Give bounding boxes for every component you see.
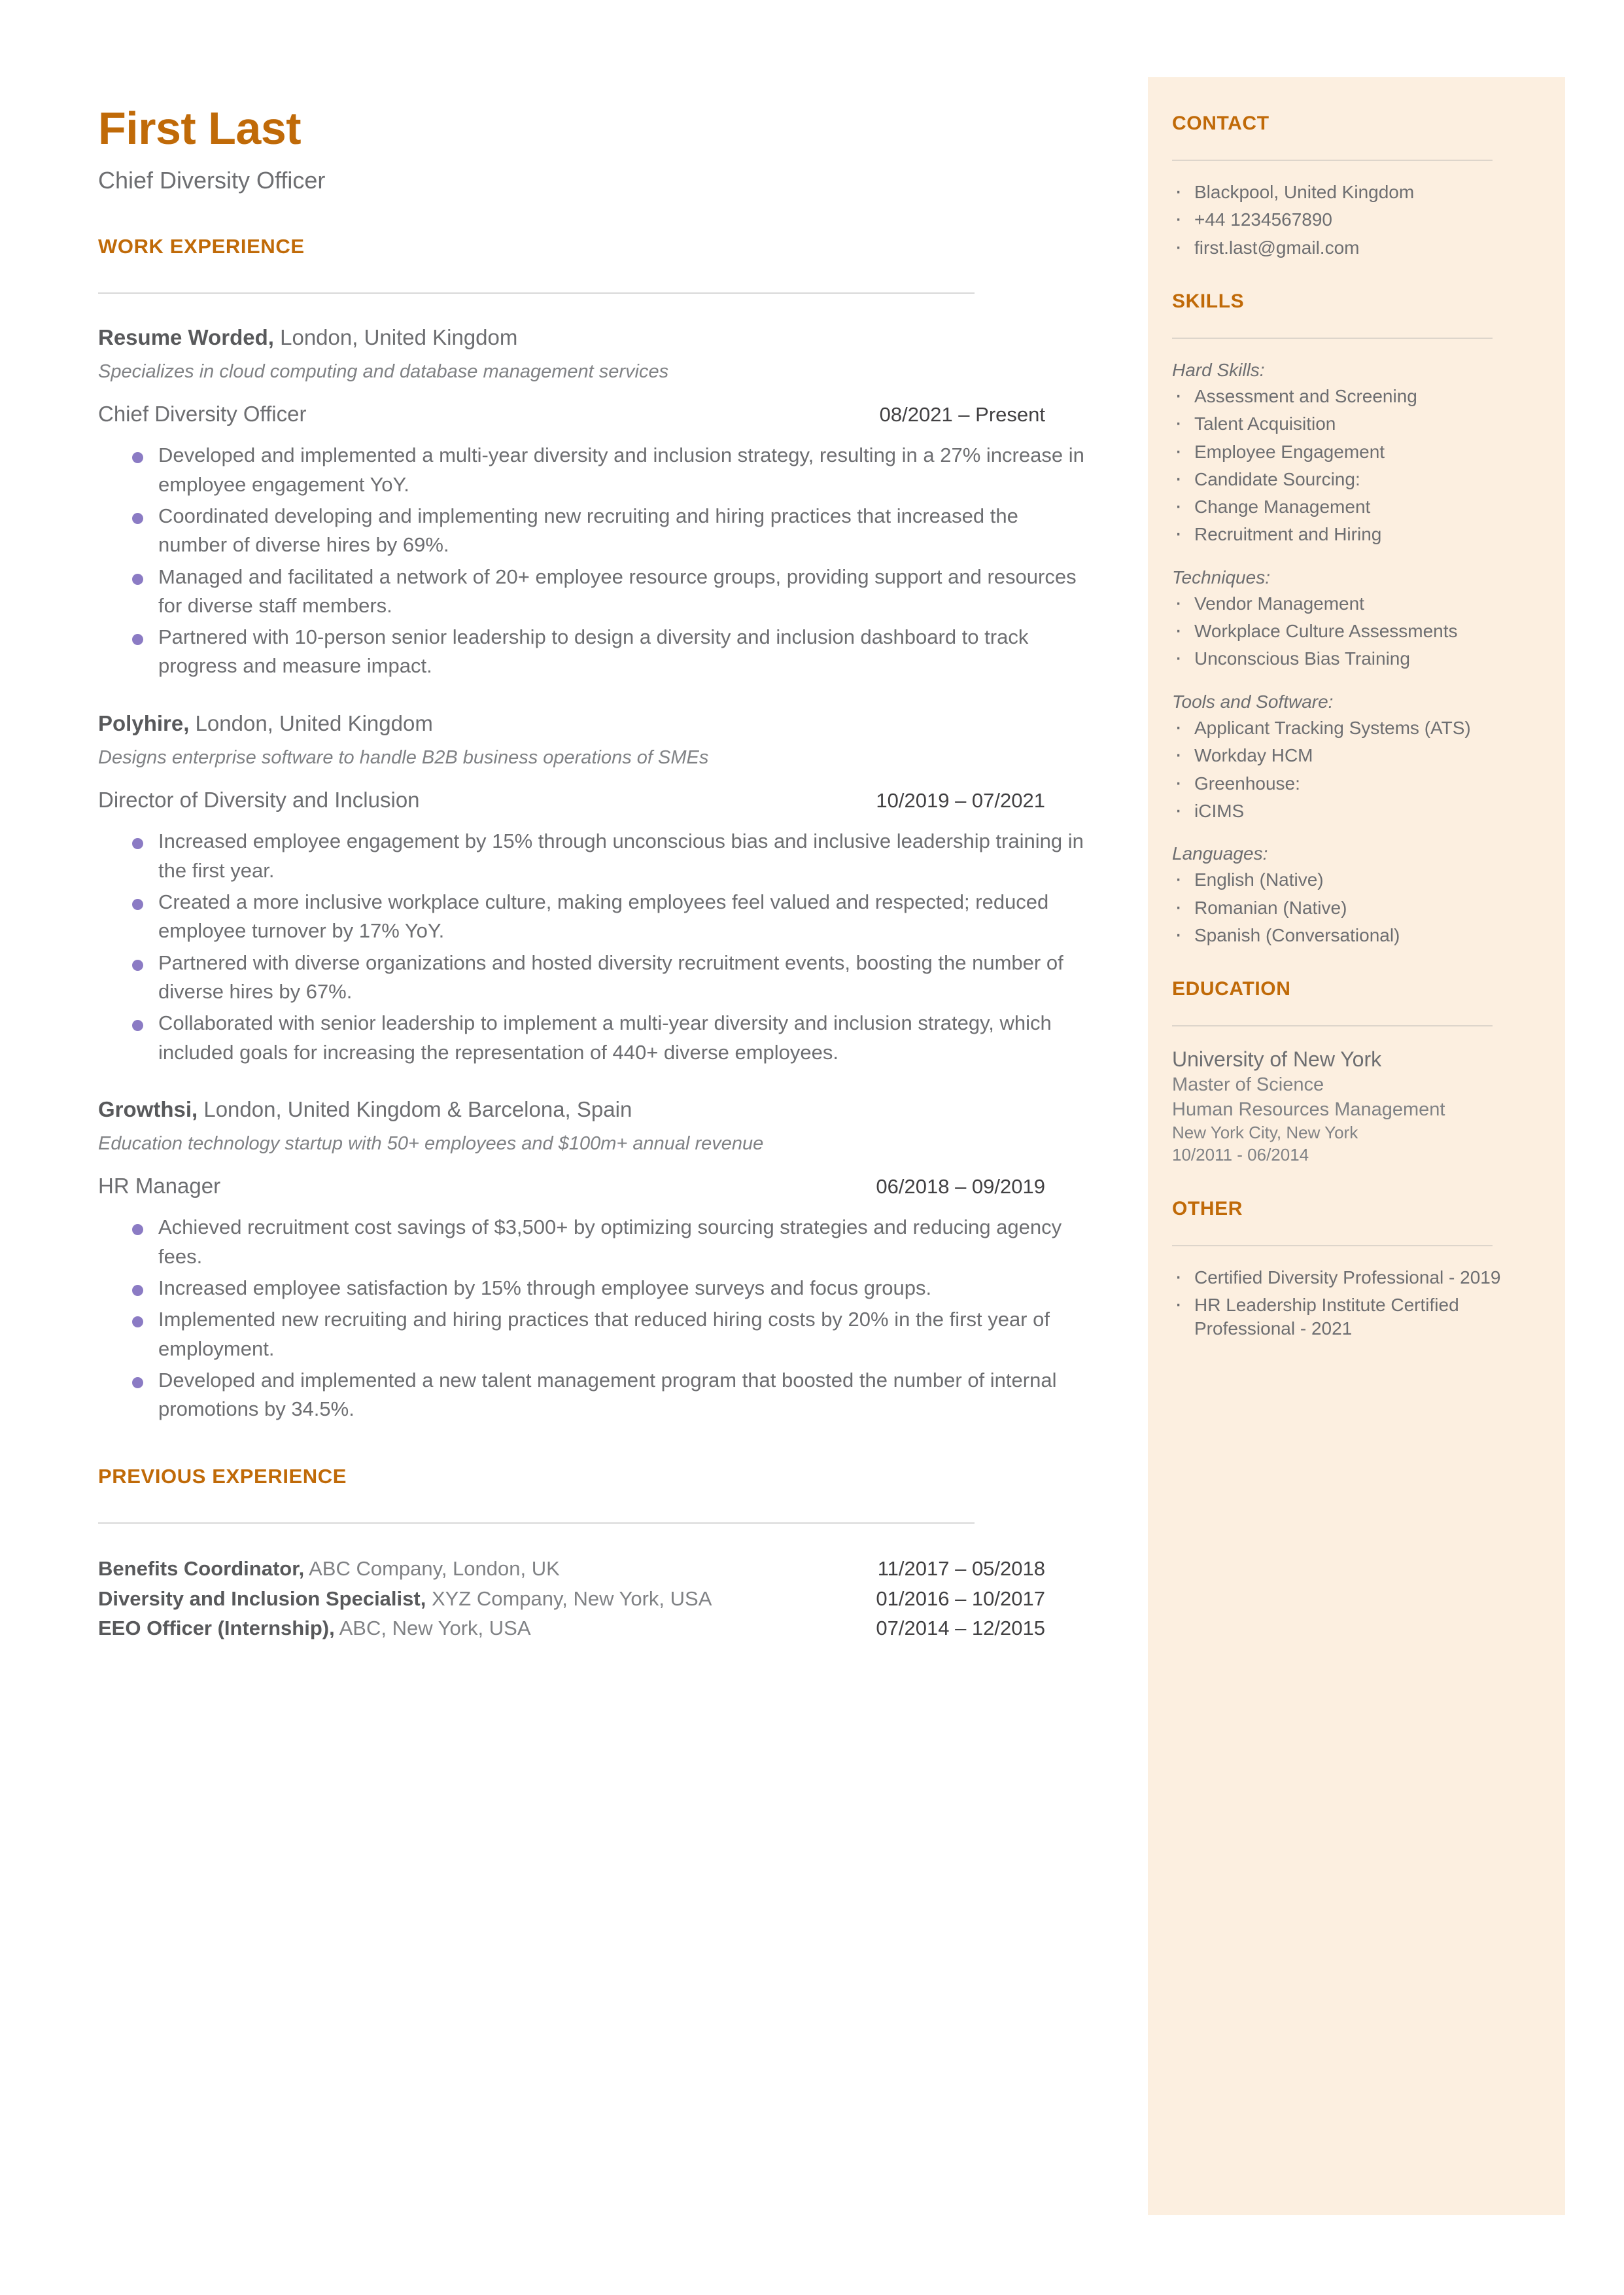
company-name: Resume Worded, [98,324,274,349]
skill-item: · Applicant Tracking Systems (ATS) [1172,716,1546,739]
role-title: Director of Diversity and Inclusion [98,788,420,813]
company-location: London, United Kingdom [189,710,433,735]
contact-item-phone: · +44 1234567890 [1172,208,1546,231]
previous-position-dates: 11/2017 – 05/2018 [877,1556,1045,1580]
achievement-item: Increased employee satisfaction by 15% through employee surveys and focus groups. [98,1274,1086,1303]
previous-position [98,1555,560,1583]
language-item: · Romanian (Native) [1172,896,1546,919]
previous-position-company: ABC, New York, USA [334,1617,531,1640]
education-school: University of New York [1172,1047,1382,1072]
contact-item-email: · first.last@gmail.com [1172,236,1546,259]
achievement-item: Developed and implemented a new talent management program that boosted the number of internal promotions by 34.5%. [98,1366,1086,1424]
role-dates: 06/2018 – 09/2019 [876,1175,1045,1199]
skill-item: · Change Management [1172,495,1546,518]
previous-position-title: EEO Officer (Internship), [98,1617,335,1640]
section-heading-previous-experience: PREVIOUS EXPERIENCE [98,1464,347,1488]
company-line [98,324,1111,351]
sidebar-divider-contact [1172,160,1493,161]
company-location: London, United Kingdom [273,324,518,349]
sidebar-column [1172,113,1546,1344]
company-description: Specializes in cloud computing and database management services [98,360,669,382]
achievement-item: Implemented new recruiting and hiring practices that reduced hiring costs by 20% in the first year of employment. [98,1305,1086,1363]
sidebar-divider-skills [1172,338,1493,339]
section-heading-work-experience: WORK EXPERIENCE [98,234,305,258]
previous-experience-row [98,1585,1045,1613]
company-description: Education technology startup with 50+ employees and $100m+ annual revenue [98,1133,764,1155]
achievement-item: Created a more inclusive workplace culture, making employees feel valued and respected; reduced employee turnover by 17% YoY. [98,888,1086,946]
skill-item: · Workday HCM [1172,744,1546,767]
work-experience-entry [98,1096,1111,1424]
sidebar-heading-education: EDUCATION [1172,978,1291,1000]
education-field: Human Resources Management [1172,1098,1445,1120]
role-row [98,402,1045,427]
contact-item-location: · Blackpool, United Kingdom [1172,181,1546,203]
achievement-item: Developed and implemented a multi-year diversity and inclusion strategy, resulting in a 27% increase in employee engagement YoY. [98,441,1086,499]
skill-item: · Talent Acquisition [1172,412,1546,435]
previous-position-dates: 01/2016 – 10/2017 [876,1586,1045,1610]
skill-group-label: Languages: [1172,843,1268,864]
achievement-item: Managed and facilitated a network of 20+ employee resource groups, providing support and resources for diverse staff members. [98,563,1086,621]
achievement-item: Collaborated with senior leadership to implement a multi-year diversity and inclusion strategy, which included goals for increasing the representation of 440+ diverse employees. [98,1009,1086,1067]
skill-group-tools-and-software [1172,690,1546,822]
sidebar-heading-other: OTHER [1172,1198,1243,1220]
main-content-column [98,105,1111,1645]
achievement-list [98,827,1111,1067]
candidate-title: Chief Diversity Officer [98,166,326,194]
certification-item: · Certified Diversity Professional - 2019 [1172,1266,1546,1289]
skill-item: · Vendor Management [1172,592,1546,615]
previous-position-dates: 07/2014 – 12/2015 [876,1617,1045,1640]
work-experience-entry [98,710,1111,1067]
previous-position-company: ABC Company, London, UK [304,1556,560,1580]
company-line [98,1096,1111,1123]
company-description: Designs enterprise software to handle B2B business operations of SMEs [98,747,709,769]
company-location: London, United Kingdom & Barcelona, Spain [198,1096,632,1121]
certification-item: · HR Leadership Institute Certified Professional - 2021 [1172,1293,1546,1340]
skill-item: · iCIMS [1172,799,1546,822]
role-title: Chief Diversity Officer [98,402,307,427]
company-name: Growthsi, [98,1096,198,1121]
achievement-item: Partnered with diverse organizations and hosted diversity recruitment events, boosting the number of diverse hires by 67%. [98,949,1086,1007]
achievement-item: Partnered with 10-person senior leadership to design a diversity and inclusion dashboard to track progress and measure impact. [98,623,1086,681]
previous-position [98,1615,531,1642]
skill-item: · Unconscious Bias Training [1172,647,1546,670]
education-degree: Master of Science [1172,1074,1324,1096]
company-line [98,710,1111,737]
education-dates: 10/2011 - 06/2014 [1172,1145,1309,1165]
education-entry [1172,1046,1546,1166]
sidebar-heading-contact: CONTACT [1172,113,1270,134]
achievement-item: Coordinated developing and implementing new recruiting and hiring practices that increased the number of diverse hires by 69%. [98,502,1086,560]
skill-item: · Assessment and Screening [1172,385,1546,408]
other-list [1172,1266,1546,1340]
previous-position-title: Diversity and Inclusion Specialist, [98,1586,426,1610]
achievement-list [98,441,1111,681]
role-dates: 10/2019 – 07/2021 [876,789,1045,813]
language-item: · Spanish (Conversational) [1172,924,1546,947]
previous-position-title: Benefits Coordinator, [98,1556,305,1580]
skill-item: · Recruitment and Hiring [1172,523,1546,546]
company-name: Polyhire, [98,710,190,735]
section-divider-work-experience [98,292,975,294]
previous-position [98,1585,712,1613]
section-divider-previous-experience [98,1522,975,1524]
previous-experience-row [98,1615,1045,1642]
skill-group-label: Techniques: [1172,567,1270,587]
sidebar-divider-education [1172,1025,1493,1026]
skill-group-label: Hard Skills: [1172,359,1265,380]
previous-experience-row [98,1555,1045,1583]
previous-position-company: XYZ Company, New York, USA [426,1586,712,1610]
sidebar-heading-skills: SKILLS [1172,290,1245,312]
role-dates: 08/2021 – Present [879,403,1045,427]
candidate-name: First Last [98,103,302,154]
education-location: New York City, New York [1172,1123,1358,1143]
role-row [98,1174,1045,1199]
contact-list [1172,181,1546,259]
skill-group-techniques [1172,566,1546,671]
skill-item: · Employee Engagement [1172,440,1546,463]
role-title: HR Manager [98,1174,221,1199]
skill-group-hard-skills [1172,359,1546,546]
achievement-item: Increased employee engagement by 15% through unconscious bias and inclusive leadership training in the first year. [98,827,1086,885]
sidebar-divider-other [1172,1245,1493,1246]
skill-item: · Workplace Culture Assessments [1172,620,1546,642]
previous-experience-table [98,1555,1045,1643]
achievement-list [98,1213,1111,1424]
skill-group-languages [1172,842,1546,947]
skill-item: · Candidate Sourcing: [1172,468,1546,491]
language-item: · English (Native) [1172,868,1546,891]
skill-item: · Greenhouse: [1172,772,1546,795]
skill-group-label: Tools and Software: [1172,691,1334,712]
work-experience-entry [98,324,1111,681]
achievement-item: Achieved recruitment cost savings of $3,500+ by optimizing sourcing strategies and reducing agency fees. [98,1213,1086,1271]
role-row [98,788,1045,813]
